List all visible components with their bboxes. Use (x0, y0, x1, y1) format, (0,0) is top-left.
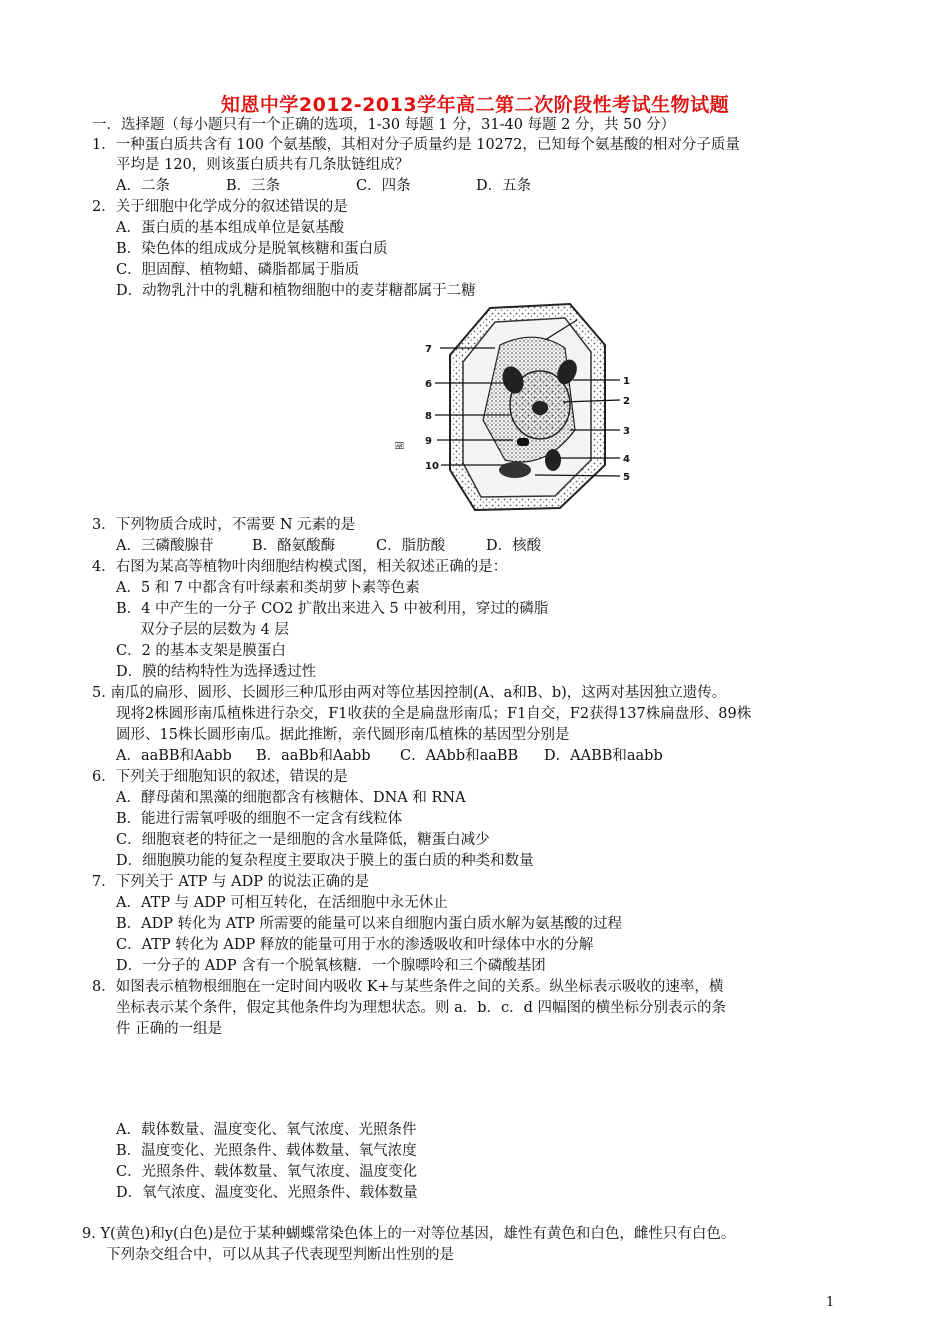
q1-option-d: D．五条 (476, 178, 532, 194)
q6-option-c: C．细胞衰老的特征之一是细胞的含水量降低，糖蛋白减少 (116, 832, 490, 848)
label-10: 10 (425, 461, 439, 472)
q5-option-c: C．AAbb和aaBB (400, 748, 519, 764)
q4-option-a: A．5 和 7 中都含有叶绿素和类胡萝卜素等色素 (116, 580, 420, 596)
q4-option-b-line2: 双分子层的层数为 4 层 (140, 622, 289, 638)
q1-option-a: A．二条 (116, 178, 170, 194)
q4-option-c: C．2 的基本支架是膜蛋白 (116, 643, 286, 659)
q4-option-d: D．膜的结构特性为选择透过性 (116, 664, 317, 680)
plant-cell-diagram (395, 300, 655, 515)
figure-side-mark: 图 (393, 441, 403, 451)
chloroplast (545, 449, 561, 471)
label-4: 4 (623, 454, 630, 465)
label-2: 2 (623, 396, 630, 407)
q8-option-b: B．温度变化、光照条件、载体数量、氧气浓度 (116, 1143, 417, 1159)
nucleolus (532, 401, 548, 415)
q5-stem-line2: 现将2株圆形南瓜植株进行杂交，F1收获的全是扁盘形南瓜；F1自交，F2获得137株扁盘形、89株 (116, 706, 752, 722)
q2-option-c: C．胆固醇、植物蜡、磷脂都属于脂质 (116, 262, 360, 278)
q8-option-a: A．载体数量、温度变化、氧气浓度、光照条件 (116, 1122, 417, 1138)
label-6: 6 (425, 379, 432, 390)
q6-stem: 6．下列关于细胞知识的叙述，错误的是 (92, 769, 348, 785)
q1-options (116, 176, 531, 196)
label-8: 8 (425, 411, 432, 422)
q5-stem-line1: 5. 南瓜的扁形、圆形、长圆形三种瓜形由两对等位基因控制(A、a和B、b)，这两对基因独立遗传。 (92, 685, 727, 701)
q2-option-a: A．蛋白质的基本组成单位是氨基酸 (116, 220, 344, 236)
q5-stem-line3: 圆形、15株长圆形南瓜。据此推断，亲代圆形南瓜植株的基因型分别是 (116, 727, 570, 743)
q2-option-d: D．动物乳汁中的乳糖和植物细胞中的麦芽糖都属于二糖 (116, 283, 476, 299)
section-heading: 一．选择题（每小题只有一个正确的选项，1-30 每题 1 分，31-40 每题 2 分，共 50 分） (92, 117, 676, 133)
q9-stem-line2: 下列杂交组合中，可以从其子代表现型判断出性别的是 (106, 1247, 454, 1263)
q6-option-b: B．能进行需氧呼吸的细胞不一定含有线粒体 (116, 811, 403, 827)
label-1: 1 (623, 376, 630, 387)
q4-stem: 4．右图为某高等植物叶肉细胞结构模式图，相关叙述正确的是： (92, 559, 508, 575)
q3-option-a: A．三磷酸腺苷 (116, 538, 214, 554)
label-3: 3 (623, 426, 630, 437)
q8-stem-line1: 8．如图表示植物根细胞在一定时间内吸收 K+与某些条件之间的关系。纵坐标表示吸收的速率，横 (92, 979, 724, 995)
label-5: 5 (623, 472, 630, 483)
q7-stem: 7．下列关于 ATP 与 ADP 的说法正确的是 (92, 874, 370, 890)
q3-stem: 3．下列物质合成时，不需要 N 元素的是 (92, 517, 356, 533)
q3-option-b: B．酪氨酸酶 (252, 538, 336, 554)
q7-option-b: B．ADP 转化为 ATP 所需要的能量可以来自细胞内蛋白质水解为氨基酸的过程 (116, 916, 622, 932)
q2-stem: 2．关于细胞中化学成分的叙述错误的是 (92, 199, 348, 215)
q3-option-d: D．核酸 (486, 538, 542, 554)
q1-stem-line2: 平均是 120，则该蛋白质共有几条肽链组成？ (116, 157, 410, 173)
q5-option-d: D．AABB和aabb (544, 748, 663, 764)
q7-option-c: C．ATP 转化为 ADP 释放的能量可用于水的渗透吸收和叶绿体中水的分解 (116, 937, 594, 953)
plant-cell-svg (395, 300, 655, 515)
q3-option-c: C．脂肪酸 (376, 538, 446, 554)
q6-option-a: A．酵母菌和黑藻的细胞都含有核糖体、DNA 和 RNA (116, 790, 466, 806)
q6-option-d: D．细胞膜功能的复杂程度主要取决于膜上的蛋白质的种类和数量 (116, 853, 534, 869)
label-9: 9 (425, 436, 432, 447)
q2-option-b: B．染色体的组成成分是脱氧核糖和蛋白质 (116, 241, 388, 257)
mitochondrion (517, 438, 529, 446)
q8-option-d: D．氧气浓度、温度变化、光照条件、载体数量 (116, 1185, 418, 1201)
q9-stem-line1: 9. Y(黄色)和y(白色)是位于某种蝴蝶常染色体上的一对等位基因，雄性有黄色和白色，雌性只有白色。 (82, 1226, 736, 1242)
q3-options (116, 536, 541, 556)
q5-option-a: A．aaBB和Aabb (116, 748, 232, 764)
q8-option-c: C．光照条件、载体数量、氧气浓度、温度变化 (116, 1164, 418, 1180)
exam-title: 知恩中学2012-2013学年高二第二次阶段性考试生物试题 (220, 94, 730, 116)
page-number: 1 (826, 1295, 835, 1310)
q7-option-a: A．ATP 与 ADP 可相互转化，在活细胞中永无休止 (116, 895, 448, 911)
q1-option-b: B．三条 (226, 178, 281, 194)
q5-options (116, 746, 663, 766)
q7-option-d: D．一分子的 ADP 含有一个脱氧核糖．一个腺嘌呤和三个磷酸基团 (116, 958, 546, 974)
q5-option-b: B．aaBb和Aabb (256, 748, 371, 764)
label-7: 7 (425, 344, 432, 355)
q1-option-c: C．四条 (356, 178, 411, 194)
q8-stem-line2: 坐标表示某个条件，假定其他条件均为理想状态。则 a．b．c．d 四幅图的横坐标分别表示的条 (116, 1000, 727, 1016)
q8-stem-line3: 件 正确的一组是 (116, 1021, 223, 1037)
q1-stem-line1: 1．一种蛋白质共含有 100 个氨基酸，其相对分子质量约是 10272，已知每个氨基酸的相对分子质量 (92, 137, 740, 153)
q4-option-b-line1: B．4 中产生的一分子 CO2 扩散出来进入 5 中被利用，穿过的磷脂 (116, 601, 549, 617)
